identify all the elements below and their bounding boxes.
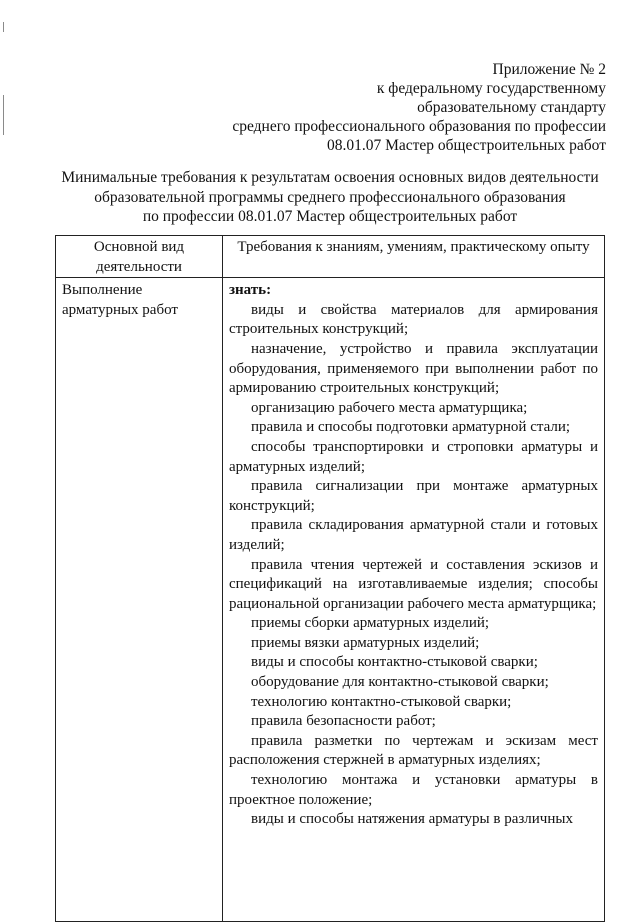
- activity-cell: Выполнение арматурных работ: [56, 278, 223, 922]
- requirement-item: правила чтения чертежей и составления эскизов и спецификаций на изготавливаемые изделия; способы рациональной организации рабочего места арматурщика;: [229, 556, 598, 612]
- requirements-table: [55, 235, 605, 922]
- requirement-item: виды и способы натяжения арматуры в различных: [251, 811, 573, 828]
- requirement-item: виды и свойства материалов для армирования строительных конструкций;: [229, 301, 598, 338]
- requirement-item: виды и способы контактно-стыковой сварки;: [251, 654, 538, 671]
- requirement-item: организацию рабочего места арматурщика;: [251, 399, 528, 416]
- document-title: [40, 168, 620, 227]
- requirement-item: технологию монтажа и установки арматуры в проектное положение;: [229, 772, 598, 808]
- requirement-item: приемы сборки арматурных изделий;: [251, 615, 490, 632]
- requirements-cell: [223, 278, 605, 922]
- title-line: по профессии 08.01.07 Мастер общестроительных работ: [142, 208, 518, 225]
- header-activity: Основной вид деятельности: [56, 236, 223, 278]
- requirement-item: правила разметки по чертежам и эскизам мест расположения стержней в арматурных изделиях;: [229, 732, 598, 769]
- scan-edge-mark: [3, 22, 4, 32]
- requirement-item: правила и способы подготовки арматурной стали;: [251, 419, 571, 436]
- scan-edge-mark: [3, 95, 4, 135]
- knowledge-label: знать:: [229, 282, 272, 299]
- appendix-line: Приложение № 2: [492, 61, 606, 78]
- requirement-item: способы транспортировки и строповки арматуры и арматурных изделий;: [229, 438, 598, 475]
- requirement-item: правила сигнализации при монтаже арматурных конструкций;: [229, 478, 598, 514]
- appendix-header: [186, 60, 606, 155]
- requirement-item: правила складирования арматурной стали и готовых изделий;: [229, 517, 598, 553]
- table-header-row: [56, 236, 605, 278]
- table-row: [56, 278, 605, 922]
- requirement-item: назначение, устройство и правила эксплуатации оборудования, применяемого при выполнении работ по армированию строительных конструкций;: [229, 340, 598, 397]
- requirement-item: приемы вязки арматурных изделий;: [251, 634, 480, 651]
- requirement-item: правила безопасности работ;: [251, 713, 436, 730]
- header-requirements: Требования к знаниям, умениям, практическому опыту: [223, 236, 605, 278]
- requirement-item: технологию контактно-стыковой сварки;: [251, 693, 512, 710]
- requirement-item: оборудование для контактно-стыковой сварки;: [251, 674, 549, 691]
- appendix-line: 08.01.07 Мастер общестроительных работ: [326, 137, 606, 154]
- appendix-line: образовательному стандарту: [417, 99, 606, 116]
- title-line: образовательной программы среднего профессионального образования: [94, 188, 566, 206]
- appendix-line: к федеральному государственному: [376, 80, 606, 97]
- title-line: Минимальные требования к результатам освоения основных видов деятельности: [61, 169, 599, 186]
- appendix-line: среднего профессионального образования по профессии: [232, 118, 606, 135]
